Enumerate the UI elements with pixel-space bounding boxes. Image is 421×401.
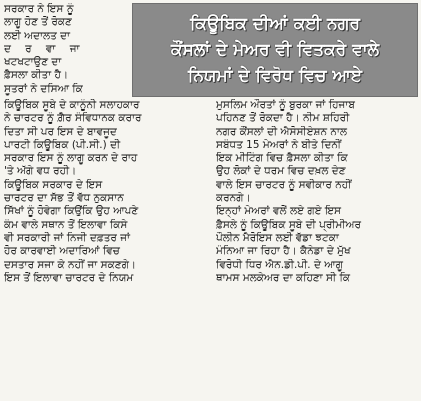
article-line: ਲਾਗੂ ਹੋਣ ਤੋਂ ਰੋਕਣ xyxy=(4,16,72,29)
article-line: ਫ਼ੈਸਲਾ ਕੀਤਾ ਹੈ। xyxy=(4,69,69,82)
article-line: ਹੋਰ ਕਾਰਵਾਈ ਅਦਾਰਿਆਂ ਵਿਚ xyxy=(4,245,120,258)
headline-line: ਕਿਊਬਿਕ ਦੀਆਂ ਕਈ ਨਗਰ xyxy=(189,14,361,34)
article-line: ਦ ਰ ਵਾ ਜਾ xyxy=(4,42,85,55)
article-line: ਪਹਿਨਣ ਤੋਂ ਰੋਕਦਾ ਹੈ। ਨੀਮ ਸ਼ਹਿਰੀ xyxy=(216,112,350,125)
article-line: ਕਿਊਬਿਕ ਸਰਕਾਰ ਦੇ ਇਸ xyxy=(4,178,103,191)
article-line: ਸਰਕਾਰ ਨੇ ਇਸ ਨੂੰ xyxy=(4,3,74,15)
article-line: ਇਨ੍ਹਾਂ ਮੇਅਰਾਂ ਵਲੋਂ ਲਏ ਗਏ ਇਸ xyxy=(216,205,342,218)
article-line: ਉਹ ਲੋਕਾਂ ਦੇ ਧਰਮ ਵਿਚ ਦਖ਼ਲ ਦੇਣ xyxy=(216,165,346,178)
headline-line: ਕੌਂਸਲਾਂ ਦੇ ਮੇਅਰ ਵੀ ਵਿਤਕਰੇ ਵਾਲੇ xyxy=(170,40,380,60)
article-line: ਚਾਰਟਰ ਦਾ ਸੱਭ ਤੋਂ ਵੱਧ ਨੁਕਸਾਨ xyxy=(4,192,124,205)
article-line: ਸੂਤਰਾਂ ਨੇ ਦਸਿਆ ਕਿ xyxy=(4,82,83,95)
article-line: ਦਸਤਾਰ ਸਜਾ ਕੇ ਨਹੀਂ ਜਾ ਸਕਣਗੇ। xyxy=(4,258,136,271)
left-column-text xyxy=(4,3,129,96)
headline-box xyxy=(132,3,418,97)
article-line: ਥਾਮਸ ਮਲਕੇਅਰ ਦਾ ਕਹਿਣਾ ਸੀ ਕਿ xyxy=(216,271,350,284)
article-line: ਵੀ ਸਰਕਾਰੀ ਜਾਂ ਨਿਜੀ ਦਫ਼ਤਰ ਜਾਂ xyxy=(4,231,131,244)
article-line: 'ਤੇ ਅੱਗੇ ਵਧ ਰਹੀ। xyxy=(4,165,77,178)
middle-column-text xyxy=(4,99,209,285)
article-line: ਇਕ ਮੀਟਿੰਗ ਵਿਚ ਫ਼ੈਸਲਾ ਕੀਤਾ ਕਿ xyxy=(216,152,348,165)
headline-line: ਨਿਯਮਾਂ ਦੇ ਵਿਰੋਧ ਵਿਚ ਆਏ xyxy=(187,66,363,86)
article-line: ਇਸ ਤੋਂ ਇਲਾਵਾ ਚਾਰਟਰ ਦੇ ਨਿਯਮ xyxy=(4,271,134,284)
article-line: ਮੰਨਿਆ ਜਾ ਰਿਹਾ ਹੈ। ਕੈਨੇਡਾ ਦੇ ਮੁੱਖ xyxy=(216,245,351,258)
article-line: ਵਾਲੇ ਇਸ ਚਾਰਟਰ ਨੂੰ ਸਵੀਕਾਰ ਨਹੀਂ xyxy=(216,178,352,191)
article-line: ਕੰਮ ਵਾਲੇ ਸਥਾਨ ਤੋਂ ਇਲਾਵਾ ਕਿਸੇ xyxy=(4,218,128,231)
article-line: ਪੌਲੀਨ ਮੈਰੋਇਸ ਲਈ ਵੱਡਾ ਝਟਕਾ xyxy=(216,231,339,244)
article-line: ਮੁਸਲਿਮ ਔਰਤਾਂ ਨੂੰ ਬੁਰਕਾ ਜਾਂ ਹਿਜਾਬ xyxy=(216,99,355,111)
article-line: ਨੇ ਚਾਰਟਰ ਨੂੰ ਗ਼ੈਰ ਸੰਵਿਧਾਨਕ ਕਰਾਰ xyxy=(4,112,142,125)
article-line: ਸਬੰਧਤ 15 ਮੇਅਰਾਂ ਨੇ ਬੀਤੇ ਦਿਨੀਂ xyxy=(216,138,342,151)
article-line: ਦਿਤਾ ਸੀ ਪਰ ਇਸ ਦੇ ਬਾਵਜੂਦ xyxy=(4,125,117,138)
right-column-text xyxy=(216,99,418,285)
article-line: ਸਰਕਾਰ ਇਸ ਨੂੰ ਲਾਗੂ ਕਰਨ ਦੇ ਰਾਹ xyxy=(4,152,138,165)
article-line: ਲਈ ਅਦਾਲਤ ਦਾ xyxy=(4,29,71,42)
article-line: ਵਿਰੋਧੀ ਧਿਰ ਐਨ.ਡੀ.ਪੀ. ਦੇ ਆਗੂ xyxy=(216,258,343,271)
article-line: ਕਰਨਗੇ। xyxy=(216,192,251,205)
article-line: ਨਗਰ ਕੌਂਸਲਾਂ ਦੀ ਐਸੋਸੀਏਸ਼ਨ ਨਾਲ xyxy=(216,125,347,138)
article-line: ਸਿੱਖਾਂ ਨੂੰ ਹੋਵੇਗਾ ਕਿਉਂਕਿ ਉਹ ਆਪਣੇ xyxy=(4,205,139,218)
article-line: ਖਟਖਟਾਉਣ ਦਾ xyxy=(4,56,62,69)
article-line: ਕਿਊਬਿਕ ਸੂਬੇ ਦੇ ਕਾਨੂੰਨੀ ਸਲਾਹਕਾਰ xyxy=(4,99,140,111)
article-line: ਪਾਰਟੀ ਕਿਊਬਿਕ (ਪੀ.ਸੀ.) ਦੀ xyxy=(4,138,121,151)
article-line: ਫ਼ੈਸਲੇ ਨੂੰ ਕਿਊਬਿਕ ਸੂਬੇ ਦੀ ਪ੍ਰੀਮੀਅਰ xyxy=(216,218,361,231)
